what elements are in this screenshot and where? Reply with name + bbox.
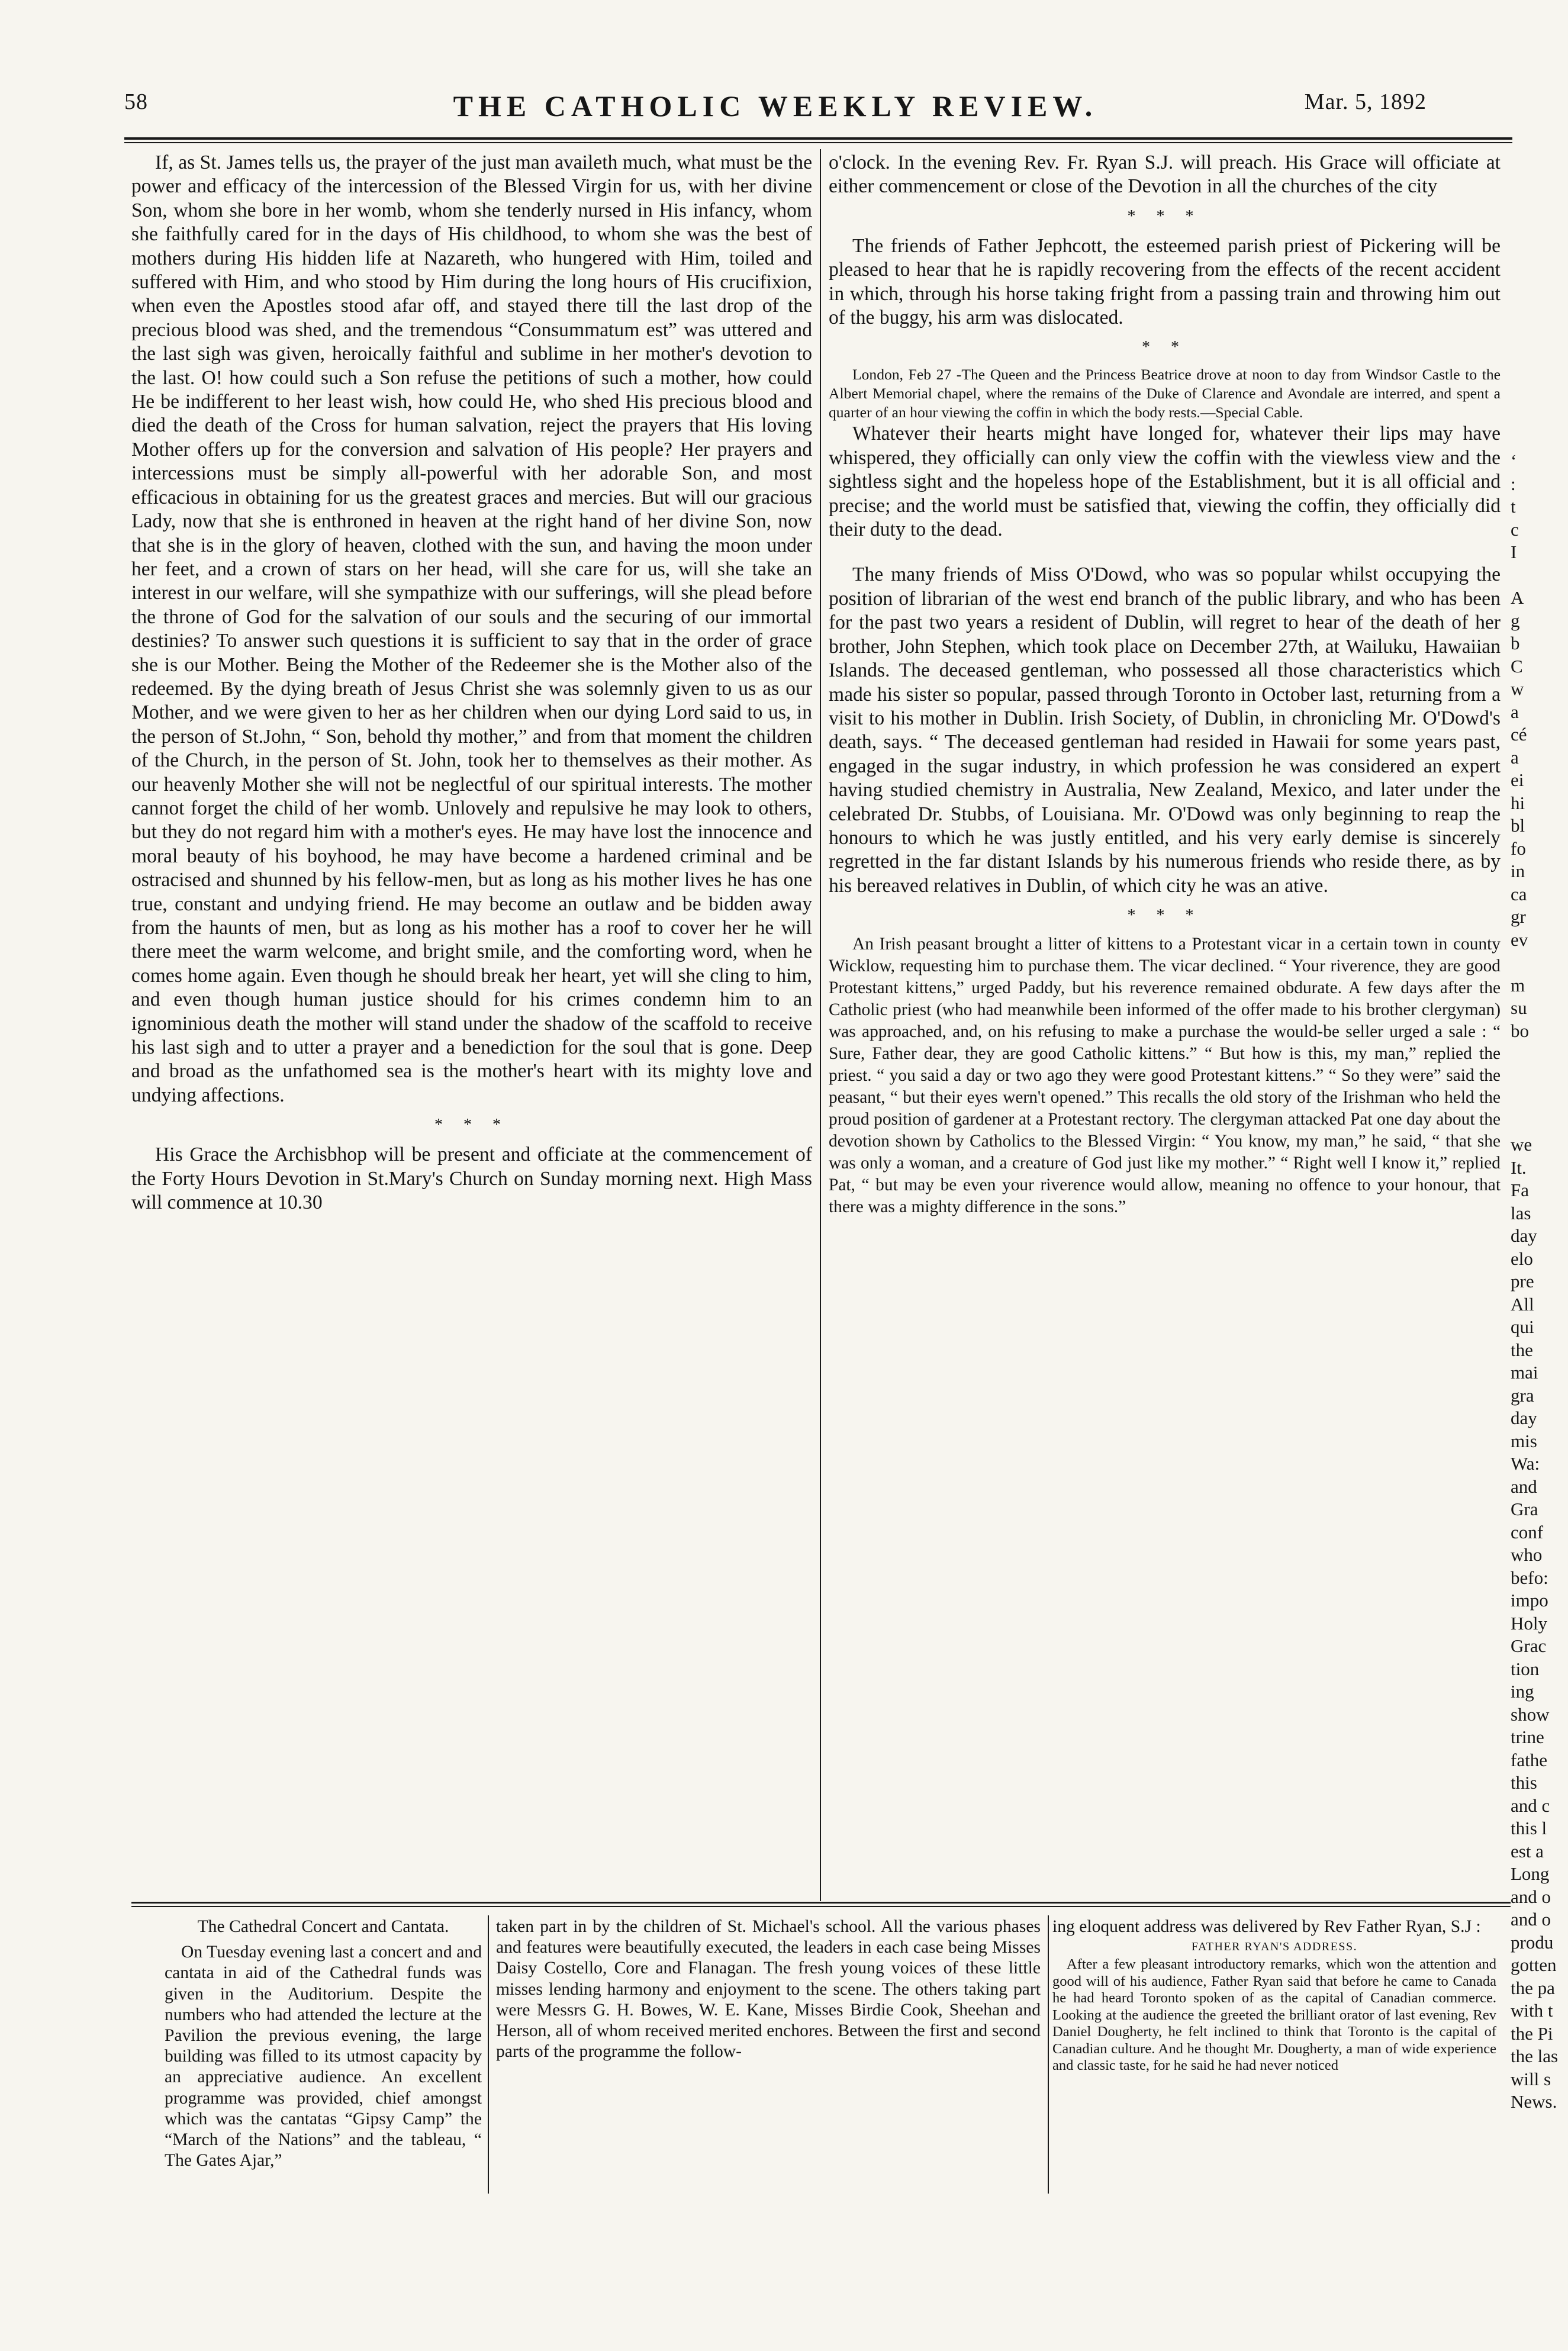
bottom-divider-1: [488, 1915, 489, 2194]
edge-fragment: and: [1511, 1476, 1537, 1497]
edge-fragment: It.: [1511, 1157, 1527, 1178]
edge-fragment: ca: [1511, 883, 1527, 904]
separator: * * *: [1127, 906, 1202, 925]
edge-fragment: [1511, 1042, 1568, 1065]
edge-fragment: pre: [1511, 1271, 1534, 1292]
edge-fragment: the: [1511, 1339, 1533, 1360]
edge-fragment: ing: [1511, 1681, 1534, 1702]
edge-fragment: c: [1511, 518, 1519, 540]
edge-fragment: su: [1511, 997, 1527, 1018]
edge-fragment: befo:: [1511, 1567, 1548, 1588]
edge-fragment: day: [1511, 1225, 1537, 1246]
edge-fragment: g: [1511, 610, 1520, 631]
edge-fragment: bo: [1511, 1020, 1529, 1041]
edge-fragment: tion: [1511, 1658, 1540, 1679]
edge-fragment: hi: [1511, 792, 1525, 813]
edge-fragment: w: [1511, 678, 1524, 699]
concert-column-2: [496, 1917, 1041, 2062]
concert-heading: The Cathedral Concert and Cantata.: [197, 1917, 449, 1936]
edge-fragment: the Pi: [1511, 2022, 1553, 2044]
article-miss-odowd: The many friends of Miss O'Dowd, who was so popular whilst occupying the position of librarian of the west end branch of the public library, and who has been for the past two years a resident of Dublin, will regret to hear of the death of her brother, John Stephen, which took place on December 27th, at Wailuku, Hawaiian Islands. The deceased gentleman, who possessed all those characteristics which made his sister so popular, passed through Toronto in October last, returning from a visit to his mother in Dublin. Irish Society, of Dublin, in chronicling Mr. O'Dowd's death, says. “ The deceased gentleman had resided in Hawaii for some years past, engaged in the sugar industry, in which profession he was considered an expert having studied chemistry in Australia, New Zealand, Mexico, and later under the celebrated Dr. Stubbs, of Louisiana. Mr. O'Dowd was only beginning to reap the honours to which he was justly entitled, and his very early demise is sincerely regretted in the far distant Islands by his numerous friends who reside there, as by his bereaved relatives in Dublin, of which city he was an ative.: [829, 563, 1501, 897]
edge-fragment: with t: [1511, 2000, 1553, 2021]
edge-fragment: A: [1511, 587, 1524, 608]
edge-fragment: [1511, 1088, 1568, 1111]
edge-fragment: bl: [1511, 815, 1525, 836]
page-number: 58: [124, 89, 148, 114]
edge-fragment: impo: [1511, 1590, 1548, 1611]
edge-fragment: Long: [1511, 1863, 1550, 1884]
header-rule-top: [124, 137, 1512, 140]
edge-fragment: fathe: [1511, 1749, 1547, 1770]
edge-fragment: this l: [1511, 1818, 1547, 1838]
edge-fragment: News.: [1511, 2091, 1557, 2112]
edge-fragment: [1511, 1111, 1568, 1134]
edge-fragment: a: [1511, 746, 1519, 768]
edge-fragment: est a: [1511, 1840, 1544, 1862]
adjacent-page-edge: [1511, 450, 1568, 2114]
concert-end: ing eloquent address was delivered by Rev Father Ryan, S.J :: [1052, 1917, 1481, 1936]
edge-fragment: Fa: [1511, 1180, 1529, 1200]
edge-fragment: t: [1511, 496, 1516, 517]
edge-fragment: show: [1511, 1703, 1550, 1725]
edge-fragment: gra: [1511, 1384, 1534, 1406]
edge-fragment: and o: [1511, 1886, 1551, 1907]
edge-fragment: mis: [1511, 1430, 1537, 1451]
separator: * * *: [434, 1116, 509, 1135]
separator: * *: [1142, 338, 1187, 357]
edge-fragment: in: [1511, 861, 1525, 881]
edge-fragment: :: [1511, 473, 1516, 494]
right-column: [829, 151, 1501, 1218]
article-forty-hours-continued: o'clock. In the evening Rev. Fr. Ryan S.J. will preach. His Grace will officiate at either commencement or close of the Devotion in all the churches of the city: [829, 152, 1501, 198]
concert-text: On Tuesday evening last a concert and and cantata in aid of the Cathedral funds was given in the Auditorium. Despite the numbers who had attended the lecture at the Pavilion the previous evening, the large building was filled to its utmost capacity by an appreciative audience. An excellent programme was provided, chief amongst which was the cantatas “Gipsy Camp” the “March of the Nations” and the tableau, “ The Gates Ajar,”: [165, 1943, 482, 2170]
edge-fragment: ‘: [1511, 450, 1517, 471]
edge-fragment: m: [1511, 974, 1525, 996]
edge-fragment: [1511, 564, 1568, 587]
edge-fragment: gr: [1511, 906, 1526, 927]
edge-fragment: trine: [1511, 1727, 1544, 1747]
edge-fragment: Grac: [1511, 1635, 1547, 1656]
edge-fragment: I: [1511, 542, 1517, 562]
article-kittens: An Irish peasant brought a litter of kittens to a Protestant vicar in a certain town in county Wicklow, requesting him to purchase them. The vicar declined. “ Your riverence, they are good Protestant kittens,” urged Paddy, but his reverence remained obdurate. A few days after the Catholic priest (who had meanwhile been informed of the offer made to his brother clergyman) was approached, and, on his refusing to make a purchase the would-be seller urged a sale : “ Sure, Father dear, they are good Catholic kittens.” “ But how is this, my man,” replied the priest. “ you said a day or two ago they were good Protestant kittens.” “ So they were” said the peasant, “ but their eyes wern't opened.” This recalls the old story of the Irishman who held the proud position of gardener at a Protestant rectory. The clergyman attacked Pat one day about the devotion shown by Catholics to the Blessed Virgin: “ You know, my man,” he said, “ that she was only a woman, and a creature of God just like my mother.” “ Right well I know it,” replied Pat, “ but may be even your riverence would allow, meaning no offence to your honour, that there was a mighty difference in the sons.”: [829, 935, 1501, 1217]
article-marian-intercession: If, as St. James tells us, the prayer of the just man availeth much, what must be the power and efficacy of the intercession of the Blessed Virgin for us, with her divine Son, whom she bore in her womb, whom she tenderly nursed in His infancy, whom she faithfully cared for in the days of His childhood, to whom she was the best of mothers during His hidden life at Nazareth, who hungered with Him, toiled and suffered with Him, and who stood by Him during the long hours of His crucifixion, when even the Apostles stood afar off, and stayed there till the last drop of the precious blood was shed, and the tremendous “Consummatum est” was uttered and the last sigh was given, heroically faithful and sublime in her mother's devotion to the last. O! how could such a Son refuse the petitions of such a mother, how could He be indifferent to her least wish, how could He, who shed His precious blood and died the death of the Cross for human salvation, reject the prayers that His loving Mother offers up for the conversion and salvation of His people? Her prayers and intercessions must be simply all-powerful with her adorable Son, and most efficacious in obtaining for us the greatest graces and mercies. But will our gracious Lady, now that she is enthroned in heaven at the right hand of her divine Son, now that she is in the glory of heaven, clothed with the sun, and having the moon under her feet, and a crown of stars on her head, will she care for us, will she take an interest in our welfare, will she sympathize with our sufferings, will she plead before the throne of God for the salvation of our souls and the securing of our immortal destinies? To answer such questions it is sufficient to say that in the order of grace she is our Mother. Being the Mother of the Redeemer she is the Mother also of the redeemed. By the dying breath of Jesus Christ she was solemnly given to us as our Mother, and we were given to her as her children when our dying Lord said to us, in the person of St.John, “ Son, behold thy mother,” and from that moment the children of the Church, in the person of St. John, took her to themselves as their mother. As our heavenly Mother she will not be neglectful of our spiritual interests. The mother cannot forget the child of her womb. Unlovely and repulsive he may look to others, but they do not regard him with a mother's eyes. He may have lost the innocence and moral beauty of his boyhood, he may have become a hardened criminal and be ostracised and shunned by his fellow-men, but as long as his mother lives he has one true, constant and undying friend. He may become an outlaw and be bidden away from the haunts of men, but as long as his mother has a roof to cover her he will there meet the warm welcome, and bright smile, and the comforting word, when he comes home again. Even though he should break her heart, yet will she cling to him, and even though human justice should for his crimes condemn him to an ignominious death the mother will stand under the shadow of the scaffold to receive his last sigh and to utter a prayer and a benediction for the soul that is gone. Deep and broad as the unfathomed sea is the mother's heart with its mighty love and undying affections.: [131, 152, 812, 1106]
left-column: [131, 151, 812, 1215]
edge-fragment: produ: [1511, 1931, 1554, 1953]
issue-date: Mar. 5, 1892: [1304, 89, 1427, 114]
article-forty-hours: His Grace the Archisbhop will be present and officiate at the commencement of the Forty Hours Devotion in St.Mary's Church on Sunday morning next. High Mass will commence at 10.30: [131, 1144, 812, 1214]
concert-column-3: [1052, 1917, 1496, 2075]
article-father-jephcott: The friends of Father Jephcott, the esteemed parish priest of Pickering will be pleased to hear that he is rapidly recovering from the effects of the recent accident in which, through his horse taking fright from a passing train and throwing him out of the buggy, his arm was dislocated.: [829, 234, 1501, 329]
edge-fragment: a: [1511, 701, 1519, 722]
edge-fragment: who: [1511, 1544, 1543, 1565]
edge-fragment: mai: [1511, 1362, 1538, 1383]
edge-fragment: the las: [1511, 2046, 1559, 2066]
concert-continued: taken part in by the children of St. Michael's school. All the various phases and features were beautifully executed, the leaders in each case being Misses Daisy Costello, Core and Flanagan. The fresh young voices of these little misses lending harmony and enjoyment to the scene. The others taking part were Messrs G. H. Bowes, W. E. Kane, Misses Birdie Cook, Sheehan and Herson, all of whom received merited enchores. Between the first and second parts of the programme the follow-: [496, 1917, 1041, 2062]
edge-fragment: Wa:: [1511, 1453, 1540, 1474]
edge-fragment: cé: [1511, 724, 1527, 745]
edge-fragment: will s: [1511, 2068, 1551, 2089]
address-heading: FATHER RYAN'S ADDRESS.: [1191, 1940, 1358, 1954]
edge-fragment: b: [1511, 633, 1520, 653]
edge-fragment: Holy: [1511, 1612, 1547, 1634]
edge-fragment: fo: [1511, 838, 1526, 859]
edge-fragment: conf: [1511, 1521, 1544, 1542]
bottom-rule-bottom: [131, 1906, 1511, 1907]
column-divider: [820, 149, 821, 1901]
header-rule-bottom: [124, 142, 1512, 143]
london-dispatch: London, Feb 27 -The Queen and the Princess Beatrice drove at noon to day from Windsor Castle to the Albert Memorial chapel, where the remains of the Duke of Clarence and Avondale are interred, and spent a quarter of an hour viewing the coffin in which the body rests.—Special Cable.: [829, 366, 1501, 421]
edge-fragment: and c: [1511, 1795, 1550, 1816]
edge-fragment: we: [1511, 1134, 1532, 1155]
edge-fragment: All: [1511, 1293, 1534, 1315]
edge-fragment: [1511, 1065, 1568, 1088]
edge-fragment: ev: [1511, 929, 1528, 950]
bottom-rule-top: [131, 1902, 1511, 1904]
newspaper-title: THE CATHOLIC WEEKLY REVIEW.: [453, 89, 1098, 123]
concert-column-1: [165, 1917, 482, 2171]
separator: * * *: [1127, 207, 1202, 226]
edge-fragment: and o: [1511, 1909, 1551, 1930]
edge-fragment: ei: [1511, 769, 1524, 790]
edge-fragment: the pa: [1511, 1977, 1555, 1998]
london-commentary: Whatever their hearts might have longed for, whatever their lips may have whispered, they officially can only view the coffin with the viewless view and the sightless sight and the hopeless hope of the Establishment, but it is all official and precise; and the world must be satisfied that, viewing the coffin, they officially did their duty to the dead.: [829, 423, 1501, 541]
edge-fragment: elo: [1511, 1248, 1533, 1269]
edge-fragment: qui: [1511, 1316, 1534, 1337]
edge-fragment: Gra: [1511, 1499, 1538, 1519]
edge-fragment: day: [1511, 1408, 1537, 1428]
edge-fragment: [1511, 951, 1568, 974]
edge-fragment: C: [1511, 655, 1523, 677]
edge-fragment: this: [1511, 1772, 1537, 1793]
edge-fragment: gotten: [1511, 1954, 1557, 1975]
address-text: After a few pleasant introductory remarks, which won the attention and good will of his audience, Father Ryan said that before he came to Canada he had heard Toronto spoken of as the capital of Canadian commerce. Looking at the audience the greeted the brilliant orator of last evening, Rev Daniel Dougherty, he felt inclined to think that Toronto is the capital of Canadian culture. And he thought Mr. Dougherty, a man of wide experience and classic taste, for he said he had never noticed: [1052, 1956, 1496, 2074]
edge-fragment: las: [1511, 1202, 1531, 1223]
bottom-divider-2: [1048, 1915, 1049, 2194]
running-header: [124, 89, 1427, 130]
